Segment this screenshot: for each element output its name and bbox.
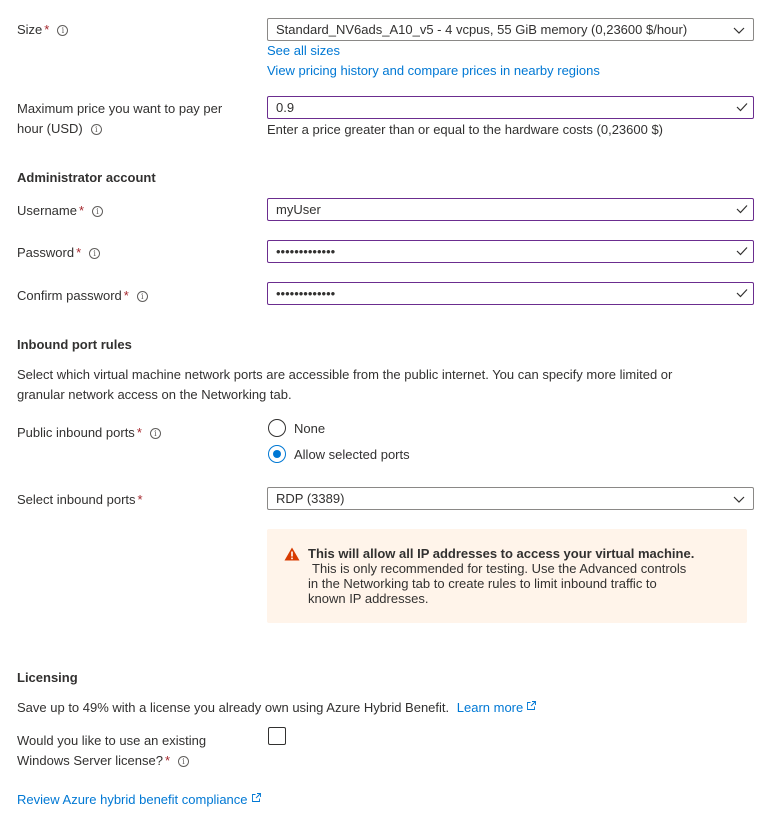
- size-value: Standard_NV6ads_A10_v5 - 4 vcpus, 55 GiB memory (0,23600 $/hour): [276, 22, 688, 37]
- licensing-description: [17, 698, 536, 718]
- required-mark: *: [44, 22, 50, 37]
- pricing-history-link[interactable]: [267, 61, 600, 81]
- learn-more-text[interactable]: Learn more: [456, 700, 524, 715]
- warning-title: This will allow all IP addresses to access your virtual machine.: [308, 546, 695, 561]
- confirm-password-label: [17, 286, 148, 306]
- public-ports-label: [17, 423, 161, 443]
- info-icon[interactable]: i: [137, 291, 148, 302]
- learn-more-link[interactable]: [457, 700, 536, 715]
- admin-heading: Administrator account: [17, 170, 156, 185]
- warning-text: [308, 546, 738, 606]
- info-icon[interactable]: i: [89, 248, 100, 259]
- check-icon: [736, 102, 748, 112]
- username-label: [17, 201, 103, 221]
- existing-license-line2: Windows Server license?: [17, 753, 163, 768]
- warning-message: [267, 529, 747, 623]
- inbound-description-line1: Select which virtual machine network ports are accessible from the public internet. You can specify more limited or: [17, 367, 673, 382]
- existing-license-line1: Would you like to use an existing: [17, 733, 207, 748]
- info-icon[interactable]: i: [91, 124, 102, 135]
- see-all-sizes-link[interactable]: [267, 41, 340, 61]
- size-label: [17, 20, 68, 40]
- see-all-sizes-text[interactable]: See all sizes: [267, 43, 340, 58]
- warning-icon: [284, 547, 300, 561]
- password-value: •••••••••••••: [276, 244, 336, 259]
- radio-allow-selected[interactable]: [268, 445, 286, 463]
- required-mark: *: [136, 425, 142, 440]
- warning-line1: This is only recommended for testing. Use the Advanced controls: [312, 561, 687, 576]
- max-price-hint-text: Enter a price greater than or equal to the hardware costs (0,23600 $): [267, 122, 664, 137]
- password-label-text: Password: [17, 245, 75, 260]
- max-price-label-line2: hour (USD): [17, 121, 83, 136]
- inbound-heading: Inbound port rules: [17, 337, 132, 352]
- max-price-value: 0.9: [276, 100, 295, 115]
- required-mark: *: [78, 203, 85, 218]
- confirm-password-value: •••••••••••••: [276, 286, 336, 301]
- password-label: [17, 243, 100, 263]
- max-price-label: [17, 99, 222, 139]
- confirm-password-input[interactable]: [267, 282, 754, 305]
- warning-line3: known IP addresses.: [308, 591, 429, 606]
- licensing-description-text: Save up to 49% with a license you already own using Azure Hybrid Benefit.: [17, 700, 450, 715]
- password-input[interactable]: [267, 240, 754, 263]
- radio-none-label[interactable]: None: [294, 421, 326, 436]
- check-icon: [736, 246, 748, 256]
- info-icon[interactable]: i: [150, 428, 161, 439]
- inbound-description: [17, 365, 672, 405]
- check-icon: [736, 204, 748, 214]
- compliance-link[interactable]: [17, 790, 261, 810]
- radio-none[interactable]: [268, 419, 286, 437]
- compliance-link-text[interactable]: Review Azure hybrid benefit compliance: [17, 792, 248, 807]
- confirm-password-label-text: Confirm password: [17, 288, 122, 303]
- select-ports-dropdown[interactable]: [267, 487, 754, 510]
- username-label-text: Username: [17, 203, 77, 218]
- info-icon[interactable]: i: [178, 756, 189, 767]
- warning-line2: in the Networking tab to create rules to limit inbound traffic to: [308, 576, 657, 591]
- username-input[interactable]: [267, 198, 754, 221]
- info-icon[interactable]: i: [92, 206, 103, 217]
- radio-allow-selected-label[interactable]: Allow selected ports: [294, 447, 410, 462]
- size-label-text: Size: [17, 22, 43, 37]
- size-select[interactable]: [267, 18, 754, 41]
- inbound-description-line2: granular network access on the Networking tab.: [17, 387, 292, 402]
- username-value: myUser: [276, 202, 321, 217]
- public-ports-label-text: Public inbound ports: [17, 425, 135, 440]
- max-price-hint: [267, 120, 663, 140]
- select-ports-label: [17, 490, 143, 510]
- select-ports-label-text: Select inbound ports: [17, 492, 136, 507]
- info-icon[interactable]: i: [57, 25, 68, 36]
- required-mark: *: [164, 753, 171, 768]
- required-mark: *: [137, 492, 143, 507]
- required-mark: *: [76, 245, 82, 260]
- select-ports-value: RDP (3389): [276, 491, 345, 506]
- check-icon: [736, 288, 748, 298]
- max-price-input[interactable]: [267, 96, 754, 119]
- required-mark: *: [123, 288, 129, 303]
- external-link-icon: [252, 793, 261, 802]
- pricing-history-text[interactable]: View pricing history and compare prices in nearby regions: [267, 63, 600, 78]
- existing-license-checkbox[interactable]: [268, 727, 286, 745]
- chevron-down-icon: [733, 494, 745, 504]
- licensing-heading: Licensing: [17, 670, 78, 685]
- chevron-down-icon: [733, 25, 745, 35]
- max-price-label-line1: Maximum price you want to pay per: [17, 101, 223, 116]
- existing-license-label: [17, 731, 206, 771]
- external-link-icon: [527, 701, 536, 710]
